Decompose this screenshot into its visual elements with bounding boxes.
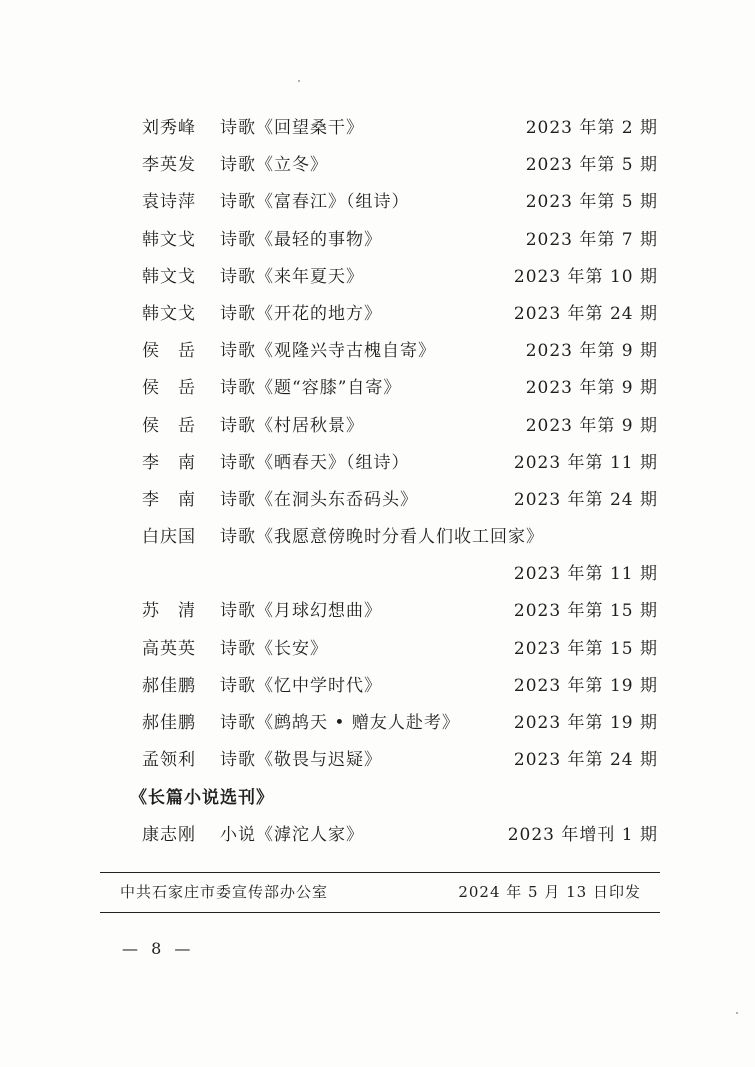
work-title: 诗歌《题“容膝”自寄》: [220, 378, 402, 398]
scan-speck: [736, 1012, 738, 1014]
issue-label: 2023 年第 11 期: [513, 564, 658, 584]
work-title: 诗歌《富春江》（组诗）: [220, 192, 410, 212]
issue-label: 2023 年第 15 期: [513, 639, 658, 659]
author-name: 郝佳鹏: [142, 676, 196, 696]
issue-label: 2023 年第 24 期: [513, 304, 658, 324]
issue-label: 2023 年第 2 期: [525, 118, 658, 138]
list-item: [0, 522, 755, 552]
author-name: 侯岳: [142, 378, 214, 398]
list-item: [0, 596, 755, 626]
list-item: [0, 485, 755, 515]
list-item: [0, 448, 755, 478]
issue-label: 2023 年第 5 期: [525, 192, 658, 212]
list-item: [0, 262, 755, 292]
issue-label: 2023 年增刊 1 期: [507, 825, 658, 845]
author-name: 刘秀峰: [142, 118, 196, 138]
work-title: 诗歌《晒春天》（组诗）: [220, 453, 410, 473]
author-name: 袁诗萍: [142, 192, 196, 212]
author-name: 韩文戈: [142, 304, 196, 324]
author-name: 韩文戈: [142, 230, 196, 250]
author-name: 高英英: [142, 639, 196, 659]
list-item: [0, 373, 755, 403]
work-title: 诗歌《在洞头东岙码头》: [220, 490, 418, 510]
work-title: 小说《滹沱人家》: [220, 825, 364, 845]
footer-organization: 中共石家庄市委宣传部办公室: [120, 883, 329, 901]
work-title: 诗歌《立冬》: [220, 155, 328, 175]
author-name: 苏清: [142, 601, 214, 621]
issue-label: 2023 年第 24 期: [513, 750, 658, 770]
list-item: [0, 708, 755, 738]
issue-label: 2023 年第 5 期: [525, 155, 658, 175]
scan-speck: [298, 80, 300, 82]
list-item: [0, 820, 755, 850]
list-item: [0, 187, 755, 217]
work-title: 诗歌《忆中学时代》: [220, 676, 382, 696]
list-item: [0, 113, 755, 143]
issue-label: 2023 年第 24 期: [513, 490, 658, 510]
issue-label: 2023 年第 10 期: [513, 267, 658, 287]
issue-label: 2023 年第 7 期: [525, 230, 658, 250]
work-title: 诗歌《村居秋景》: [220, 416, 364, 436]
issue-label: 2023 年第 9 期: [525, 378, 658, 398]
work-title: 诗歌《月球幻想曲》: [220, 601, 382, 621]
author-name: 李南: [142, 453, 214, 473]
footer-rule-top: [100, 872, 660, 873]
author-name: 侯岳: [142, 416, 214, 436]
issue-label: 2023 年第 9 期: [525, 416, 658, 436]
work-title: 诗歌《回望桑干》: [220, 118, 364, 138]
section-heading: 《长篇小说选刊》: [130, 788, 274, 808]
work-title: 诗歌《我愿意傍晚时分看人们收工回家》: [220, 527, 544, 547]
issue-label: 2023 年第 15 期: [513, 601, 658, 621]
work-title: 诗歌《最轻的事物》: [220, 230, 382, 250]
list-item-continuation: [0, 559, 755, 589]
list-item: [0, 745, 755, 775]
list-item: [0, 225, 755, 255]
author-name: 李英发: [142, 155, 196, 175]
footer-rule-bottom: [100, 912, 660, 913]
page-number: — 8 —: [122, 939, 195, 958]
list-item: [0, 671, 755, 701]
list-item: [0, 299, 755, 329]
author-name: 康志刚: [142, 825, 196, 845]
author-name: 郝佳鹏: [142, 713, 196, 733]
work-title: 诗歌《敬畏与迟疑》: [220, 750, 382, 770]
author-name: 韩文戈: [142, 267, 196, 287]
work-title: 诗歌《鹧鸪天 • 赠友人赴考》: [220, 713, 460, 733]
author-name: 孟领利: [142, 750, 196, 770]
work-title: 诗歌《长安》: [220, 639, 328, 659]
list-item: [0, 150, 755, 180]
list-item: [0, 411, 755, 441]
author-name: 白庆国: [142, 527, 196, 547]
list-item: [0, 634, 755, 664]
issue-label: 2023 年第 19 期: [513, 713, 658, 733]
work-title: 诗歌《观隆兴寺古槐自寄》: [220, 341, 436, 361]
author-name: 李南: [142, 490, 214, 510]
author-name: 侯岳: [142, 341, 214, 361]
work-title: 诗歌《来年夏天》: [220, 267, 364, 287]
work-title: 诗歌《开花的地方》: [220, 304, 382, 324]
footer-date: 2024 年 5 月 13 日印发: [458, 883, 641, 901]
issue-label: 2023 年第 19 期: [513, 676, 658, 696]
issue-label: 2023 年第 9 期: [525, 341, 658, 361]
list-item: [0, 336, 755, 366]
issue-label: 2023 年第 11 期: [513, 453, 658, 473]
